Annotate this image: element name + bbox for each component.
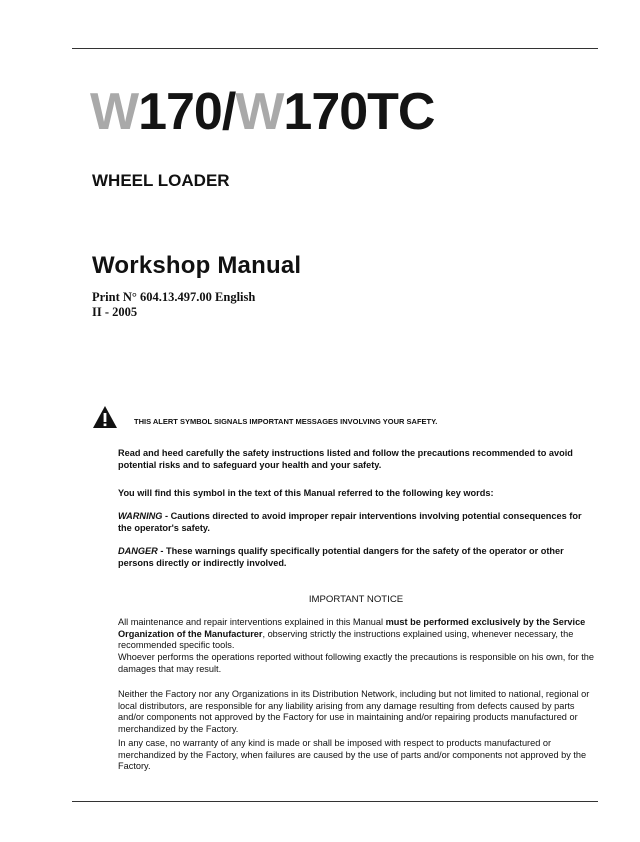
- warning-text: - Cautions directed to avoid improper repair interventions involving potential consequences for the operator's safety.: [118, 511, 582, 533]
- danger-paragraph: [118, 546, 594, 569]
- warning-label: WARNING: [118, 511, 163, 521]
- notice-heading: IMPORTANT NOTICE: [308, 594, 404, 605]
- notice-paragraph-2: Whoever performs the operations reported without following exactly the precautions is responsible on his own, for the damages that may result.: [118, 652, 594, 674]
- notice-paragraph-1: [118, 617, 594, 652]
- safety-alert: [92, 405, 602, 431]
- notice-text: All maintenance and repair interventions explained in this Manual: [118, 617, 386, 627]
- product-subtitle: WHEEL LOADER: [92, 171, 230, 190]
- manual-title: Workshop Manual: [92, 252, 302, 279]
- print-date: II - 2005: [92, 305, 138, 319]
- model-number-tc: 170TC: [283, 83, 435, 141]
- bottom-rule: [72, 801, 598, 802]
- warning-paragraph: [118, 511, 594, 534]
- warning-triangle-icon: [92, 405, 118, 429]
- notice-paragraph-3: Neither the Factory nor any Organizations in its Distribution Network, including but not limited to national, regional or local distributors, are responsible for any liability arising from any damage resulting from defects caused by parts and/or components not approved by the Factory for use in maintaining and/or repairing products manufactured or merchandized by the Factory.: [118, 689, 590, 734]
- model-number: 170/: [138, 83, 236, 141]
- model-w-letter: W: [90, 83, 139, 141]
- alert-text: THIS ALERT SYMBOL SIGNALS IMPORTANT MESSAGES INVOLVING YOUR SAFETY.: [134, 417, 438, 426]
- safety-intro: Read and heed carefully the safety instructions listed and follow the precautions recommended to avoid potential risks and to safeguard your health and your safety.: [118, 448, 573, 470]
- model-w-letter: W: [235, 83, 284, 141]
- print-info: [92, 290, 255, 320]
- notice-emphasis: must be performed exclusively by the Service Organization of the Manufacturer: [118, 617, 586, 639]
- danger-text: - These warnings qualify specifically potential dangers for the safety of the operator or other persons directly or indirectly involved.: [118, 546, 564, 568]
- keywords-intro: You will find this symbol in the text of this Manual referred to the following key words:: [118, 488, 494, 498]
- danger-label: DANGER: [118, 546, 158, 556]
- notice-paragraph-4: In any case, no warranty of any kind is made or shall be imposed with respect to products manufactured or merchandized by the Factory, when failures are caused by the use of parts and/or components not approved by the Factory.: [118, 738, 587, 771]
- model-title: [90, 82, 434, 142]
- top-rule: [72, 48, 598, 49]
- notice-text: , observing strictly the instructions explained using, whenever necessary, the recommended specific tools.: [118, 628, 574, 650]
- print-number: Print N° 604.13.497.00 English: [92, 290, 256, 304]
